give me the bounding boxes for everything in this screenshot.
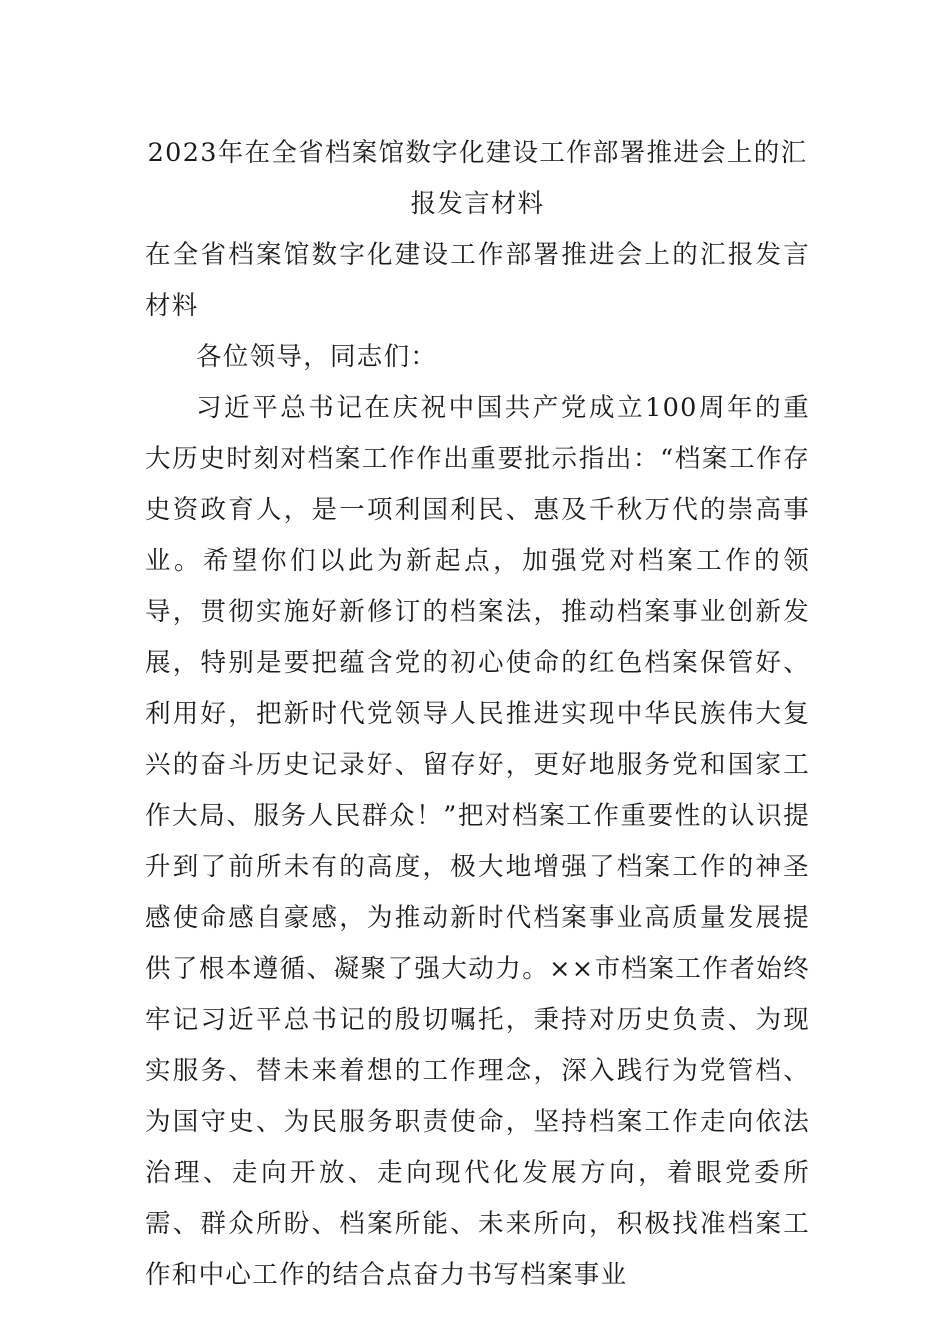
document-body: [145, 128, 810, 1301]
document-title: 2023年在全省档案馆数字化建设工作部署推进会上的汇报发言材料: [147, 138, 808, 219]
document-subtitle: 在全省档案馆数字化建设工作部署推进会上的汇报发言材料: [145, 240, 810, 321]
body-paragraph: 习近平总书记在庆祝中国共产党成立100周年的重大历史时刻对档案工作作出重要批示指出：“档案工作存史资政育人，是一项利国利民、惠及千秋万代的崇高事业。希望你们以此为新起点，加强党对档案工作的领导，贯彻实施好新修订的档案法，推动档案事业创新发展，特别是要把蕴含党的初心使命的红色档案保管好、利用好，把新时代党领导人民推进实现中华民族伟大复兴的奋斗历史记录好、留存好，更好地服务党和国家工作大局、服务人民群众！”把对档案工作重要性的认识提升到了前所未有的高度，极大地增强了档案工作的神圣感使命感自豪感，为推动新时代档案事业高质量发展提供了根本遵循、凝聚了强大动力。××市档案工作者始终牢记习近平总书记的殷切嘱托，秉持对历史负责、为现实服务、替未来着想的工作理念，深入践行为党管档、为国守史、为民服务职责使命，坚持档案工作走向依法治理、走向开放、走向现代化发展方向，着眼党委所需、群众所盼、档案所能、未来所向，积极找准档案工作和中心工作的结合点奋力书写档案事业: [145, 393, 810, 1290]
salutation: 各位领导，同志们：: [196, 342, 438, 372]
